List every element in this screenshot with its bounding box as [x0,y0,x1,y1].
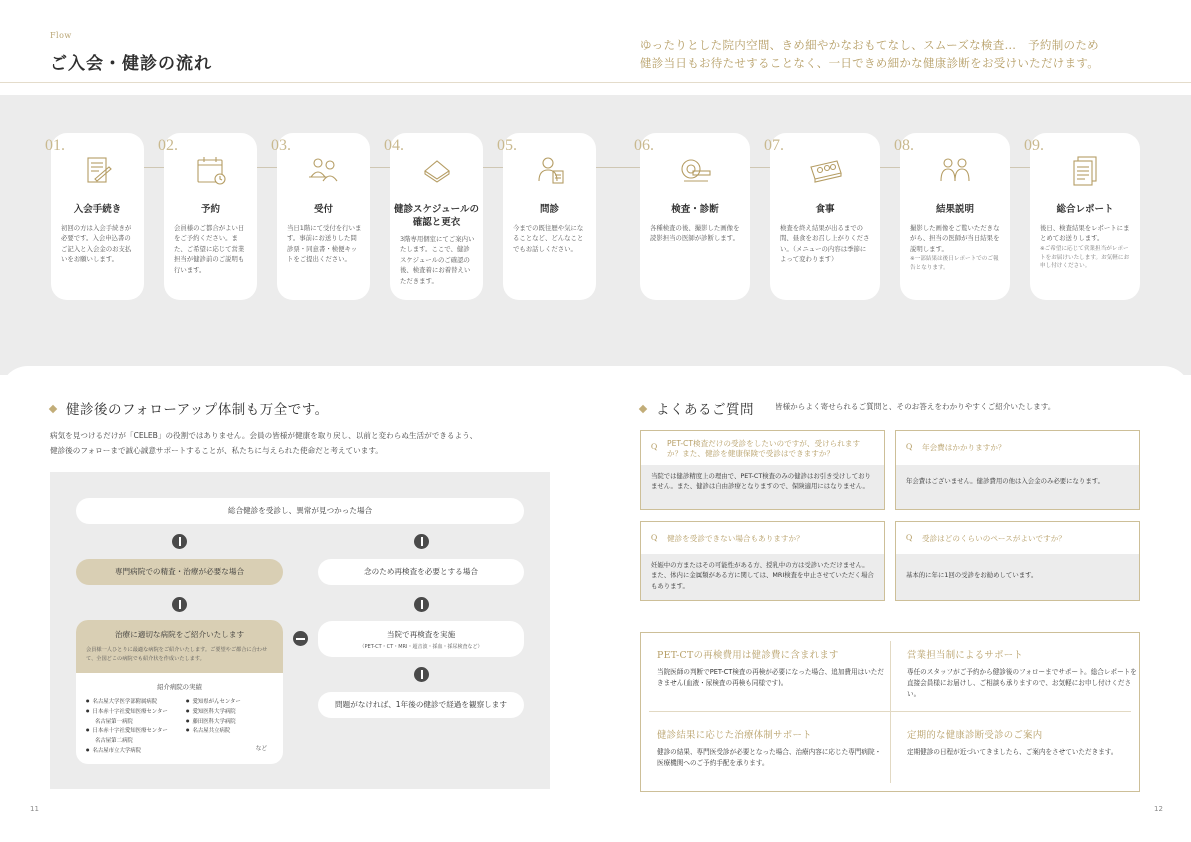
divider [890,641,891,783]
step-body: 3階専用個室にてご案内いたします。ここで、健診スケジュールのご確認の後、検査着にお着替えいただきます。 [400,235,475,285]
step-note: ※ご希望に応じて営業担当がレポートをお届けいたします。お気軽にお申し付けください。 [1040,246,1130,270]
info-body: 健診の結果、専門医受診が必要となった場合、治療内容に応じた専門病院・医療機関へのご予約手配を承ります。 [657,748,882,767]
faq-question: Q 年会費はかかりますか？ [896,431,1139,453]
step-card [271,133,370,300]
step-number: 07. [764,137,784,154]
step-number: 01. [45,137,65,154]
hospital-list-etc: など [255,746,267,752]
step-number: 05. [497,137,517,154]
hospital-list [186,697,241,756]
consultation-icon [938,153,972,187]
page-number-left: 11 [30,805,39,813]
step-title: 入会手続き [73,204,122,215]
info-cell [907,647,1137,700]
lead-line: 健診当日もお待たせすることなく、一日できめ細かな健康診断をお受けいただけます。 [640,56,1100,70]
step-body: 初回の方は入会手続きが必要です。入会申込書のご記入と入会金のお支払いをお願いします。 [61,224,132,264]
info-body: 定期健診の日程が近づいてきましたら、ご案内をさせていただきます。 [907,748,1118,756]
contract-icon [81,153,115,187]
header-shape [0,0,450,94]
step-title: 予約 [200,204,220,215]
header-divider [0,82,1191,83]
step-card [764,133,880,300]
faq-item [640,430,885,510]
info-cell [657,727,887,769]
doctor-icon [533,153,567,187]
step-body: 会員様のご都合がよい日をご予約ください。また、ご希望に応じて営業担当が健診前のご説明も行います。 [174,224,245,274]
faq-answer: 妊娠中の方またはその可能性がある方、授乳中の方は受診いただけません。また、体内に金属類がある方に関しては、MRI検査を中止させていただく場合もあります。 [641,554,884,600]
faq-answer: 当院では健診精度上の理由で、PET-CT検査のみの健診はお引き受けしておりません。また、健診は自由診療となりますので、保険適用にはなりません。 [641,465,884,509]
list-item: ● 愛知県がんセンター [186,697,241,707]
step-body: 撮影した画像をご覧いただきながら、担当の医師が当日結果を説明します。 [910,224,1000,253]
step-number: 04. [384,137,404,154]
arrow-down-icon [414,597,429,612]
list-item: 名古屋第二病院 [95,738,133,745]
step-note: ※一部結果は後日レポートでのご報告となります。 [910,256,999,271]
arrow-down-icon [172,534,187,549]
faq-item [895,521,1140,601]
hospital-referral-desc: 会員様一人ひとりに最適な病院をご紹介いたします。ご要望やご都合に合わせて、全国どこの病院でも紹介状を作成いたします。 [86,647,268,662]
step-title: 食事 [815,204,835,215]
step-body: 後日、検査結果をレポートにまとめてお送りします。 [1040,224,1130,243]
calendar-icon [194,153,228,187]
lead-line: ゆったりとした院内空間、きめ細やかなおもてなし、スムーズな検査… 予約制のため [640,38,1099,52]
faq-question: Q PET-CT検査だけの受診をしたいのですが、受けられますか？また、健診を健康保険で受診はできますか？ [641,431,884,459]
clothes-icon [420,153,454,187]
step-number: 03. [271,137,291,154]
step-title: 検査・診断 [671,204,719,215]
step-card [45,133,144,300]
divider [649,711,1131,712]
info-title: 営業担当制によるサポート [907,650,1024,661]
list-item: 名古屋第一病院 [95,718,133,725]
reception-icon [307,153,341,187]
step-title: 結果説明 [935,204,974,215]
list-item: ● 愛知医科大学病院 [186,707,241,717]
lead-text [640,36,1140,72]
list-item: ● 名古屋市立大学病院 [86,746,186,756]
faq-subtitle: 皆様からよく寄せられるご質問と、そのお答えをわかりやすくご紹介いたします。 [775,402,1056,411]
info-title: 定期的な健康診断受診のご案内 [907,730,1043,741]
list-item: ● 日本赤十字社愛知医療センター [86,726,186,736]
faq-question: Q 受診はどのくらいのペースがよいですか？ [896,522,1139,544]
flow-label: Flow [50,31,72,40]
faq-answer: 年会費はございません。健診費用の他は入会金のみ必要になります。 [896,465,1139,509]
step-body: 当日1階にて受付を行います。事前にお送りした問診票・同意書・検便キットをご提出ください。 [287,224,362,264]
hospital-list-heading: 紹介病院の実績 [157,683,202,691]
page-title: ご入会・健診の流れ [50,54,212,74]
step-card [158,133,257,300]
hospital-referral-title: 治療に適切な病院をご紹介いたします [114,630,245,639]
report-icon [1068,153,1102,187]
step-title: 問診 [539,204,559,215]
step-body: 検査を終え結果が出るまでの間、昼食をお召し上がりください。（メニューの内容は季節によって変わります） [780,224,870,264]
hospital-referral-header [76,620,283,673]
faq-heading [640,398,754,418]
step-title: 受付 [313,204,333,215]
step-card [634,133,750,300]
meal-icon [808,153,842,187]
step-title: 総合レポート [1056,204,1114,215]
info-cell [907,727,1137,758]
followup-heading [50,398,329,418]
scanner-icon [678,153,712,187]
followup-heading-text: 健診後のフォローアップ体制も万全です。 [66,402,329,418]
intro-line: 病気を見つけるだけが「CELEB」の役割ではありません。会員の皆様が健康を取り戻し、以前と変わらぬ生活ができるよう、 [50,431,478,440]
flow-start: 総合健診を受診し、異常が見つかった場合 [76,498,524,524]
flow-recheck-onsite [318,621,524,657]
info-body: 当院医師の判断でPET-CT検査の再検が必要になった場合、追加費用はいただきません(血液・尿検査の再検も同様です)。 [657,668,884,687]
intro-line: 健診後のフォローまで誠心誠意サポートすることが、私たちに与えられた使命だと考えています。 [50,446,383,455]
step-card [1024,133,1140,300]
step-body: 各種検査の後、撮影した画像を読影担当の医師が診断します。 [650,224,740,243]
list-item: ● 名古屋大学医学部附属病院 [86,697,186,707]
step-number: 06. [634,137,654,154]
faq-question: Q 健診を受診できない場合もありますか？ [641,522,884,544]
flow-specialist-treatment: 専門病院での精査・治療が必要な場合 [76,559,283,585]
faq-item [895,430,1140,510]
list-item: ● 名古屋共立病院 [186,726,241,736]
hospital-referral-card [76,620,283,764]
step-body: 今までの既往歴や気になることなど、どんなことでもお話しください。 [513,224,584,253]
recheck-title: 当院で再検査を実施 [386,630,456,639]
support-info-box [640,632,1140,792]
list-item: ● 藤田医科大学病院 [186,717,241,727]
faq-answer: 基本的に年に1回の受診をお勧めしています。 [896,554,1139,600]
flow-recheck-needed: 念のため再検査を必要とする場合 [318,559,524,585]
step-number: 09. [1024,137,1044,154]
hospital-list [86,697,186,756]
step-card [497,133,596,300]
step-number: 02. [158,137,178,154]
info-cell [657,647,887,689]
info-body: 専任のスタッフがご予約から健診後のフォローまでサポート。総合レポートを直接会員様にお届けし、ご相談も承りますので、お気軽にお申し付けください。 [907,668,1137,698]
step-number: 08. [894,137,914,154]
arrow-down-icon [414,534,429,549]
recheck-sub: （PET-CT・CT・MRI・超音波・採血・採尿検査など） [359,644,483,650]
diamond-icon [639,405,647,413]
diamond-icon [49,405,57,413]
arrow-left-icon [293,631,308,646]
step-card [894,133,1010,300]
followup-intro [50,428,550,458]
flow-observe: 問題がなければ、1年後の健診で経過を観察します [318,692,524,718]
step-card [384,133,483,300]
arrow-down-icon [414,667,429,682]
list-item: ● 日本赤十字社愛知医療センター [86,707,186,717]
info-title: 健診結果に応じた治療体制サポート [657,730,812,741]
page-number-right: 12 [1154,805,1163,813]
info-title: PET-CTの再検費用は健診費に含まれます [657,650,839,661]
arrow-down-icon [172,597,187,612]
faq-heading-text: よくあるご質問 [656,402,754,418]
step-title: 健診スケジュールの確認と更衣 [394,204,479,228]
faq-item [640,521,885,601]
